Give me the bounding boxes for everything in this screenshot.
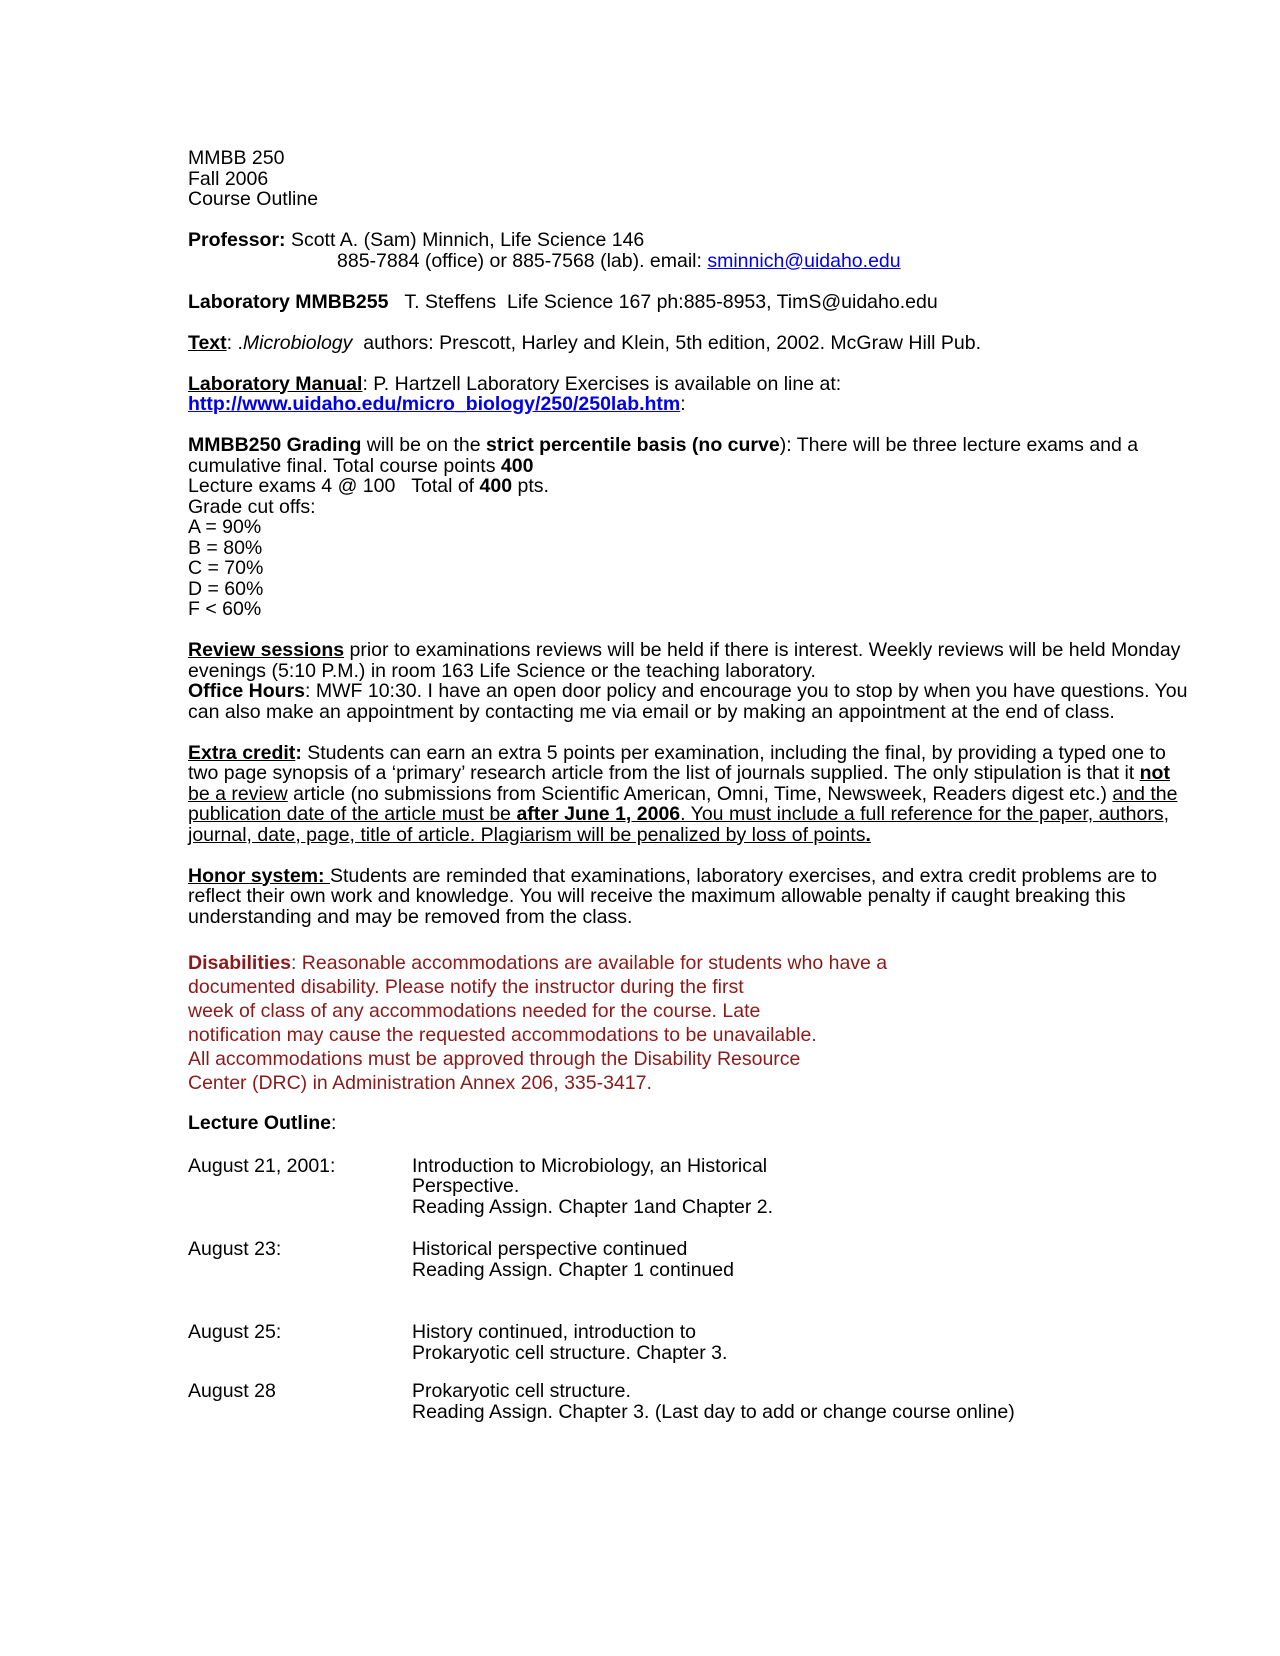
disabilities-line-2: documented disability. Please notify the instructor during the first [188, 976, 744, 998]
honor-text: Students are reminded that examinations, laboratory exercises, and extra credit problems are to reflect their own work and knowledge. You will receive the maximum allowable penalty if caught breaking this understanding and may be removed from the class. [188, 864, 1157, 928]
professor-name: Scott A. (Sam) Minnich, Life Science 146 [285, 229, 645, 251]
review-label: Review sessions [188, 639, 345, 661]
disabilities-line-6: Center (DRC) in Administration Annex 206, 335-3417. [188, 1072, 652, 1094]
extra-credit-review: be a review [188, 782, 288, 805]
manual-after: : [680, 393, 686, 415]
extra-credit-date: after June 1, 2006 [516, 803, 681, 825]
grading-exams-line: Lecture exams 4 @ 100 Total of [188, 475, 480, 497]
lecture-entry-line: Perspective. [412, 1175, 520, 1197]
grading-total-points: 400 [500, 454, 534, 477]
grading-exams-total: 400 [479, 475, 513, 497]
lecture-entry [188, 1322, 1188, 1363]
lecture-entry-line: Reading Assign. Chapter 1 continued [412, 1258, 734, 1281]
text-label: Text [188, 331, 227, 354]
office-hours-text: : MWF 10:30. I have an open door policy and encourage you to stop by when you have questions. You can also make an appointment by contacting me via email or by making an appointment at the end of class. [188, 680, 1188, 723]
professor-email-link[interactable]: sminnich@uidaho.edu [707, 249, 901, 272]
extra-credit-text-1: Students can earn an extra 5 points per examination, including the final, by providing a typed one to two page synopsis of a ‘primary’ research article from the list of journals supplied. The only stipulation is that it [188, 741, 1166, 784]
text-authors: authors: Prescott, Harley and Klein, 5th edition, 2002. McGraw Hill Pub. [352, 331, 982, 354]
manual-label: Laboratory Manual [188, 372, 363, 395]
lecture-entry [188, 1156, 1188, 1218]
office-hours-label: Office Hours [188, 680, 306, 702]
extra-credit-colon: : [295, 741, 302, 764]
lab-section [188, 292, 1188, 313]
lecture-outline-label: Lecture Outline [188, 1112, 332, 1134]
grade-cutoff-f: F < 60% [188, 598, 262, 620]
disabilities-line-5: All accommodations must be approved through the Disability Resource [188, 1048, 801, 1070]
honor-section [188, 866, 1188, 928]
lecture-outline-heading [188, 1113, 1188, 1134]
course-code: MMBB 250 [188, 147, 285, 169]
grading-text-2: ): There will be three lecture exams and a cumulative final. Total course points [188, 434, 1139, 477]
grading-exams-unit: pts. [512, 475, 549, 497]
lecture-entry-line: Historical perspective continued [412, 1238, 688, 1260]
lecture-entry-line: Reading Assign. Chapter 1and Chapter 2. [412, 1195, 773, 1218]
professor-section [188, 230, 1188, 271]
manual-text: : P. Hartzell Laboratory Exercises is available on line at: [362, 372, 842, 395]
lab-info: T. Steffens Life Science 167 ph:885-8953, TimS@uidaho.edu [388, 290, 938, 313]
office-hours-section [188, 681, 1188, 722]
grading-label: MMBB250 Grading [188, 434, 362, 456]
grading-section [188, 435, 1188, 620]
lecture-entry-line: History continued, introduction to [412, 1321, 696, 1343]
lecture-entry-date: August 23: [188, 1238, 282, 1260]
course-term: Fall 2006 [188, 167, 269, 190]
lecture-outline-colon: : [331, 1112, 337, 1134]
honor-label: Honor system: [188, 864, 330, 887]
grading-basis: strict percentile basis (no curve [486, 434, 780, 456]
disabilities-line-1: : Reasonable accommodations are available for students who have a [290, 952, 888, 974]
extra-credit-label: Extra credit [188, 741, 296, 764]
lecture-entry-line: Reading Assign. Chapter 3. (Last day to add or change course online) [412, 1400, 1015, 1423]
professor-phone: 885-7884 (office) or 885-7568 (lab). email: [337, 249, 708, 272]
extra-credit-underline-1: and the publication date of the article must be [188, 782, 1178, 825]
manual-section [188, 374, 1188, 415]
lab-label: Laboratory MMBB255 [188, 290, 389, 313]
grade-cutoff-d: D = 60% [188, 577, 264, 600]
lecture-entry-line: Prokaryotic cell structure. Chapter 3. [412, 1341, 728, 1364]
doc-title: Course Outline [188, 188, 319, 210]
grade-cutoff-c: C = 70% [188, 557, 264, 579]
lecture-entry-date: August 21, 2001: [188, 1154, 336, 1177]
doc-header [188, 148, 1188, 210]
extra-credit-text-2: article (no submissions from Scientific American, Omni, Time, Newsweek, Readers digest etc.) [287, 782, 1113, 805]
disabilities-label: Disabilities [188, 952, 291, 974]
text-section [188, 333, 1188, 354]
disabilities-section [188, 951, 1188, 1095]
lecture-entry [188, 1381, 1188, 1422]
lecture-entry [188, 1239, 1188, 1280]
review-text: prior to examinations reviews will be held if there is interest. Weekly reviews will be held Monday evenings (5:10 P.M.) in room 163 Life Science or the teaching laboratory. [188, 639, 1181, 682]
grade-cutoffs-label: Grade cut offs: [188, 495, 316, 518]
extra-credit-not: not [1139, 762, 1170, 784]
extra-credit-section [188, 743, 1188, 846]
review-section [188, 640, 1188, 681]
lecture-entry-line: Introduction to Microbiology, an Historical [412, 1154, 768, 1177]
extra-credit-end: . [865, 823, 871, 846]
grade-cutoff-b: B = 80% [188, 536, 263, 559]
text-book-title: Microbiology [242, 331, 353, 354]
lecture-entry-date: August 25: [188, 1321, 282, 1343]
professor-label: Professor: [188, 229, 286, 251]
disabilities-line-4: notification may cause the requested accommodations to be unavailable. [188, 1024, 817, 1046]
grading-text-1: will be on the [361, 434, 487, 456]
document-page [188, 148, 1188, 1422]
text-colon: : . [226, 331, 243, 354]
lecture-entry-date: August 28 [188, 1380, 276, 1402]
grade-cutoff-a: A = 90% [188, 516, 262, 538]
extra-credit-underline-2: . You must include a full reference for the paper, authors, journal, date, page, title of article. Plagiarism will be penalized by loss of points [188, 803, 1170, 846]
lecture-entry-line: Prokaryotic cell structure. [412, 1380, 631, 1402]
manual-url-link[interactable]: http://www.uidaho.edu/micro_biology/250/250lab.htm [188, 393, 681, 415]
disabilities-line-3: week of class of any accommodations needed for the course. Late [188, 1000, 761, 1022]
